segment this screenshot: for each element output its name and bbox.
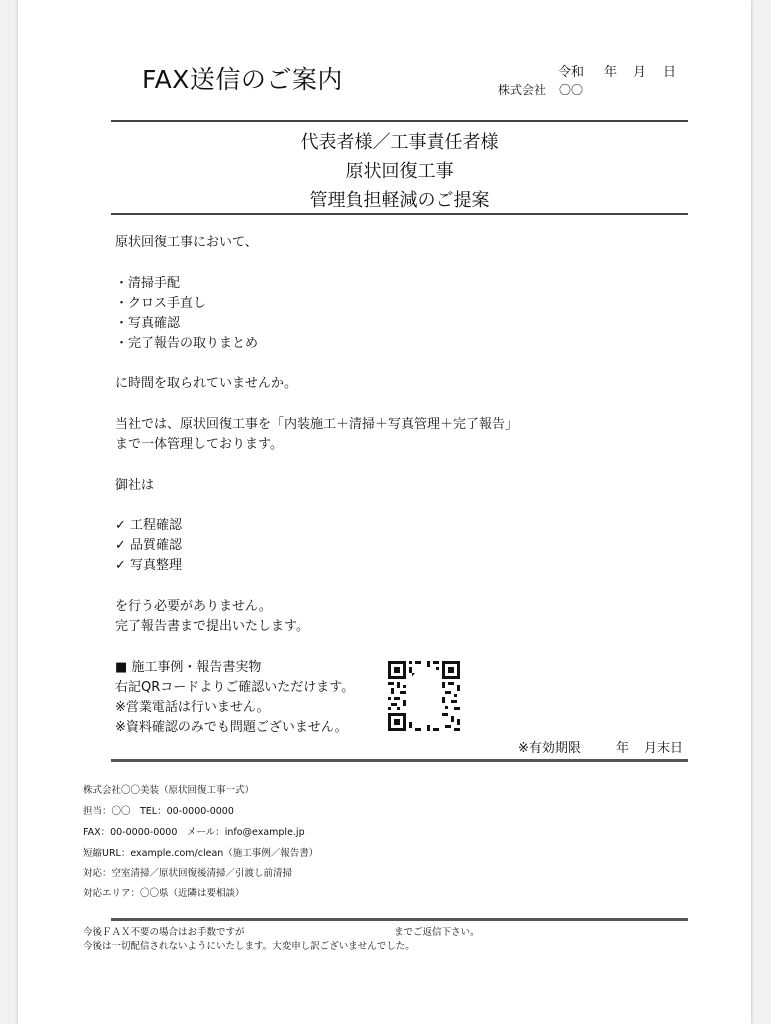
footer-contact: 担当：〇〇 TEL：00-0000-0000	[83, 806, 234, 817]
optout-notice-a: 今後ＦＡＸ不要の場合はお手数ですが	[83, 927, 245, 938]
headline-subject: 原状回復工事	[345, 161, 454, 182]
check-item: ✓ 工程確認	[115, 518, 183, 533]
bullet-item: ・清掃手配	[115, 276, 181, 291]
date-month-unit: 月	[633, 65, 647, 80]
date-day-unit: 日	[663, 65, 677, 80]
footer-services: 対応：空室清掃／原状回復後清掃／引渡し前清掃	[83, 868, 293, 879]
bullet-item: ・クロス手直し	[115, 296, 207, 311]
headline-divider	[111, 213, 688, 215]
footer-divider	[111, 918, 688, 921]
headline-recipients: 代表者様／工事責任者様	[300, 132, 499, 153]
qr-note: 右記QRコードよりご確認いただけます。	[115, 680, 355, 695]
sender-company-name: 〇〇	[559, 83, 584, 97]
footer-company: 株式会社〇〇美装（原状回復工事一式）	[83, 785, 255, 796]
date-year-unit: 年	[604, 65, 618, 80]
body-divider	[111, 759, 688, 762]
client-label: 御社は	[115, 478, 155, 493]
footer-area: 対応エリア：〇〇県（近隣は要相談）	[83, 888, 245, 899]
bullet-item: ・完了報告の取りまとめ	[115, 336, 259, 351]
intro-text: 原状回復工事において、	[115, 235, 258, 250]
optout-notice-b: までご返信下さい。	[394, 927, 480, 938]
bullet-item: ・写真確認	[115, 316, 181, 331]
case-heading: ■ 施工事例・報告書実物	[115, 660, 262, 675]
no-need-text: を行う必要がありません。	[115, 599, 272, 614]
offer-line-1: 当社では、原状回復工事を「内装施工＋清掃＋写真管理＋完了報告」	[115, 417, 519, 432]
headline-proposal: 管理負担軽減のご提案	[309, 190, 490, 211]
check-item: ✓ 品質確認	[115, 538, 183, 553]
question-text: に時間を取られていませんか。	[115, 376, 298, 391]
footer-fax-mail: FAX：00-0000-0000 メール：info@example.jp	[83, 827, 305, 838]
submit-text: 完了報告書まで提出いたします。	[115, 619, 309, 634]
no-sales-call-note: ※営業電話は行いません。	[115, 700, 270, 715]
offer-line-2: まで一体管理しております。	[115, 437, 283, 452]
date-era: 令和	[558, 65, 585, 80]
footer-short-url: 短縮URL：example.com/clean（施工事例／報告書）	[83, 848, 319, 859]
header-divider	[111, 120, 688, 122]
fax-page	[18, 0, 751, 1024]
docs-only-note: ※資料確認のみでも問題ございません。	[115, 720, 348, 735]
optout-apology: 今後は一切配信されないようにいたします。大変申し訳ございませんでした。	[83, 941, 415, 952]
check-item: ✓ 写真整理	[115, 558, 183, 573]
qr-code[interactable]	[387, 660, 461, 732]
sender-company-label: 株式会社	[498, 83, 547, 97]
validity-label: ※有効期限	[518, 741, 581, 756]
validity-year-unit: 年	[616, 741, 630, 756]
validity-month-end: 月末日	[644, 741, 684, 756]
page-title: FAX送信のご案内	[142, 65, 343, 94]
